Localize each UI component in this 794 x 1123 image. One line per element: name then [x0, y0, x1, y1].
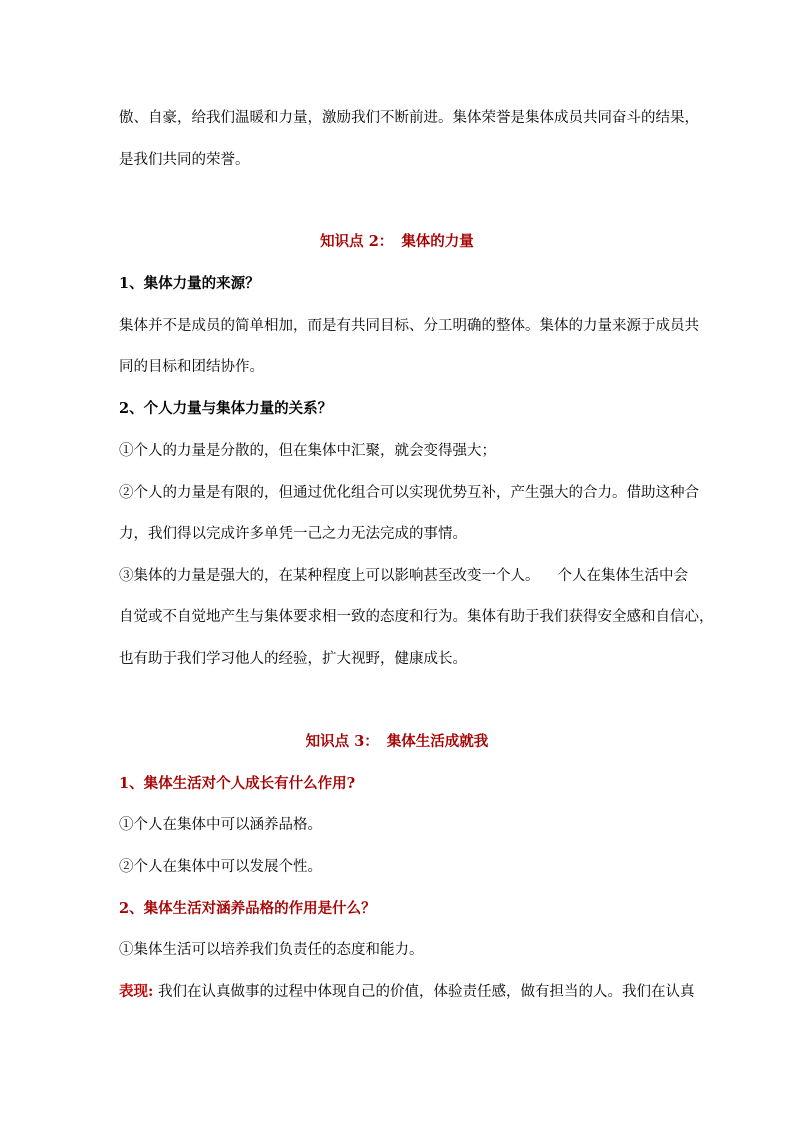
- kp2-q1-answer-line-2: 同的目标和团结协作。: [119, 359, 264, 375]
- manifestation-text: 我们在认真做事的过程中体现自己的价值，体验责任感，做有担当的人。我们在认真: [153, 984, 695, 1000]
- knowledge-point-3-name: 集体生活成就我: [386, 733, 489, 750]
- intro-line-1: 傲、自豪，给我们温暖和力量，激励我们不断前进。集体荣誉是集体成员共同奋斗的结果，: [119, 110, 699, 126]
- kp2-q2-point-3-line-2: 自觉或不自觉地产生与集体要求相一致的态度和行为。集体有助于我们获得安全感和自信心，: [119, 609, 714, 625]
- kp3-q2-manifestation: [119, 982, 694, 1002]
- kp2-q2-point-3-line-3: 也有助于我们学习他人的经验，扩大视野，健康成长。: [119, 651, 467, 667]
- kp3-q1-point-2: ②个人在集体中可以发展个性。: [119, 859, 322, 875]
- kp3-question-2: 2、集体生活对涵养品格的作用是什么？: [119, 900, 376, 917]
- knowledge-point-2-name: 集体的力量: [401, 233, 474, 250]
- kp3-q2-point-1: ①集体生活可以培养我们负责任的态度和能力。: [119, 942, 424, 958]
- kp2-q1-answer-line-1: 集体并不是成员的简单相加，而是有共同目标、分工明确的整体。集体的力量来源于成员共: [119, 318, 699, 334]
- manifestation-label: 表现:: [119, 983, 154, 1000]
- kp2-q2-point-2-line-1: ②个人的力量是有限的，但通过优化组合可以实现优势互补，产生强大的合力。借助这种合: [119, 485, 699, 501]
- knowledge-point-3-title: [0, 732, 794, 752]
- kp2-q2-point-3-part-a: ③集体的力量是强大的，在某种程度上可以影响甚至改变一个人。: [119, 568, 540, 584]
- kp3-question-1: 1、集体生活对个人成长有什么作用?: [119, 775, 356, 792]
- intro-line-2: 是我们共同的荣誉。: [119, 152, 250, 168]
- kp2-question-2: 2、个人力量与集体力量的关系？: [119, 400, 333, 417]
- kp2-q2-point-2-line-2: 力，我们得以完成许多单凭一己之力无法完成的事情。: [119, 526, 467, 542]
- kp3-q1-point-1: ①个人在集体中可以涵养品格。: [119, 817, 322, 833]
- knowledge-point-3-number: 知识点 3：: [305, 733, 379, 750]
- kp2-q2-point-1: ①个人的力量是分散的，但在集体中汇聚，就会变得强大；: [119, 443, 496, 459]
- knowledge-point-2-number: 知识点 2：: [320, 233, 394, 250]
- kp2-question-1: 1、集体力量的来源？: [119, 275, 260, 292]
- kp2-q2-point-3-line-1: [119, 566, 688, 586]
- knowledge-point-2-title: [0, 232, 794, 252]
- kp2-q2-point-3-part-b: 个人在集体生活中会: [557, 568, 688, 584]
